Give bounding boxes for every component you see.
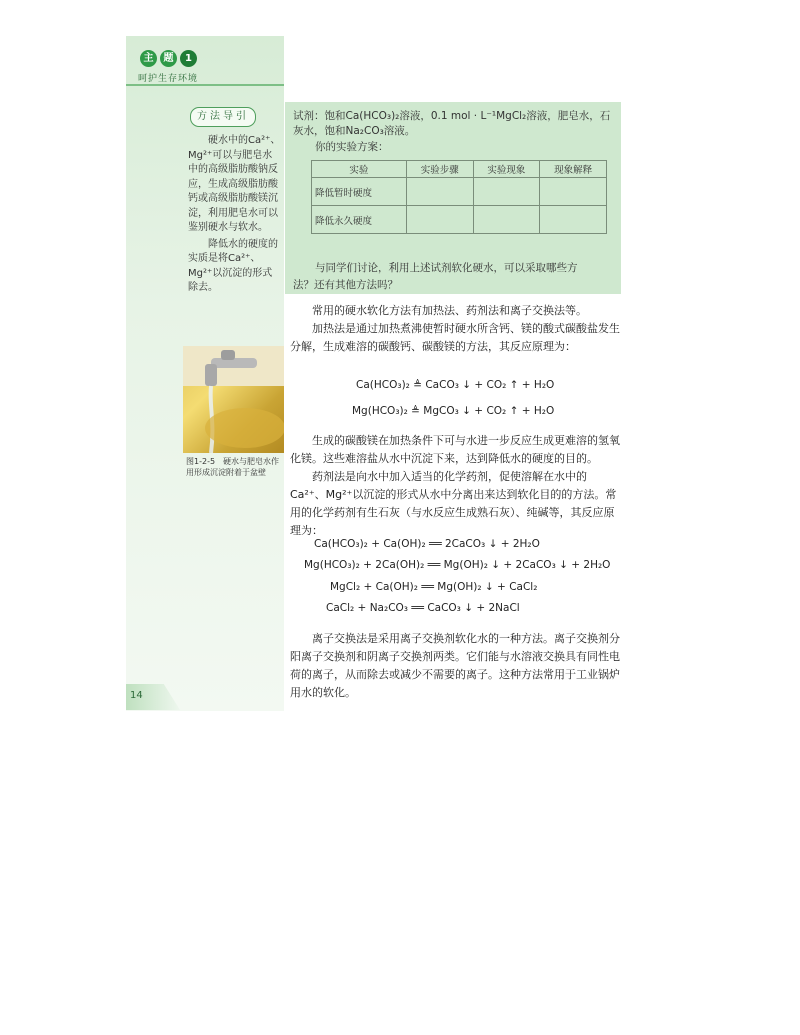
theme-badge-char: 主	[140, 50, 157, 67]
equation: Ca(HCO₃)₂ + Ca(OH)₂ ══ 2CaCO₃ ↓ + 2H₂O	[314, 538, 540, 550]
body-paragraphs	[290, 630, 622, 702]
side-note-para: 降低水的硬度的实质是将Ca²⁺、Mg²⁺以沉淀的形式除去。	[188, 238, 278, 293]
side-note	[188, 134, 282, 298]
table-cell: 降低永久硬度	[312, 206, 407, 234]
page-number: 14	[130, 690, 143, 701]
discussion-question: 与同学们讨论，利用上述试剂软化硬水，可以采取哪些方	[315, 262, 578, 274]
method-guide-tag: 方法导引	[190, 107, 256, 127]
body-paragraph: 加热法是通过加热煮沸使暂时硬水所含钙、镁的酸式碳酸盐发生分解，生成难溶的碳酸钙、碳酸镁的方法，其反应原理为：	[290, 322, 620, 353]
body-paragraph: 药剂法是向水中加入适当的化学药剂，促使溶解在水中的Ca²⁺、Mg²⁺以沉淀的形式从水中分离出来达到软化目的的方法。常用的化学药剂有生石灰（与水反应生成熟石灰）、纯碱等，其反应原理为：	[290, 470, 617, 537]
table-row	[312, 178, 607, 206]
photo-caption: 图1-2-5 硬水与肥皂水作用形成沉淀附着于盆壁	[186, 457, 280, 477]
table-cell	[540, 206, 607, 234]
table-cell	[473, 206, 540, 234]
theme-subtitle: 呵护生存环境	[138, 74, 199, 84]
equation: CaCl₂ + Na₂CO₃ ══ CaCO₃ ↓ + 2NaCl	[326, 602, 520, 614]
equation: MgCl₂ + Ca(OH)₂ ══ Mg(OH)₂ ↓ + CaCl₂	[330, 581, 538, 593]
body-paragraph: 常用的硬水软化方法有加热法、药剂法和离子交换法等。	[312, 304, 587, 317]
table-cell	[406, 206, 473, 234]
plan-label: 你的实验方案：	[315, 141, 389, 153]
equation: Ca(HCO₃)₂ ≜ CaCO₃ ↓ + CO₂ ↑ + H₂O	[356, 379, 555, 391]
reagents-line: 试剂：饱和Ca(HCO₃)₂溶液，0.1 mol · L⁻¹MgCl₂溶液，肥皂水，石	[293, 110, 611, 122]
body-paragraphs	[290, 302, 622, 356]
table-header: 现象解释	[540, 161, 607, 178]
faucet-illustration	[183, 346, 284, 453]
equation: Mg(HCO₃)₂ ≜ MgCO₃ ↓ + CO₂ ↑ + H₂O	[352, 405, 555, 417]
body-paragraph: 离子交换法是采用离子交换剂软化水的一种方法。离子交换剂分阳离子交换剂和阴离子交换剂两类。它们能与水溶液交换具有同性电荷的离子，从而除去或减少不需要的离子。这种方法常用于工业锅炉用水的软化。	[290, 632, 620, 699]
theme-badge	[140, 50, 197, 67]
body-paragraphs	[290, 432, 622, 540]
table-header: 实验现象	[473, 161, 540, 178]
reagents-line: 灰水，饱和Na₂CO₃溶液。	[293, 125, 416, 137]
theme-badge-char: 题	[160, 50, 177, 67]
body-paragraph: 生成的碳酸镁在加热条件下可与水进一步反应生成更难溶的氢氧化镁。这些难溶盐从水中沉淀下来，达到降低水的硬度的目的。	[290, 434, 620, 465]
table-cell: 降低暂时硬度	[312, 178, 407, 206]
table-cell	[406, 178, 473, 206]
table-cell	[473, 178, 540, 206]
header-rule	[126, 84, 284, 86]
theme-number: 1	[180, 50, 197, 67]
table-cell	[540, 178, 607, 206]
discussion-question: 法？还有其他方法吗？	[293, 279, 398, 291]
table-row	[312, 206, 607, 234]
table-header-row	[312, 161, 607, 178]
side-note-para: 硬水中的Ca²⁺、Mg²⁺可以与肥皂水中的高级脂肪酸钠反应，生成高级脂肪酸钙或高级脂肪酸镁沉淀，利用肥皂水可以鉴别硬水与软水。	[188, 135, 281, 233]
experiment-table	[311, 160, 607, 234]
faucet-photo	[183, 346, 284, 453]
table-header: 实验步骤	[406, 161, 473, 178]
table-header: 实验	[312, 161, 407, 178]
activity-box	[285, 102, 621, 294]
equation: Mg(HCO₃)₂ + 2Ca(OH)₂ ══ Mg(OH)₂ ↓ + 2CaCO₃ ↓ + 2H₂O	[304, 559, 611, 571]
